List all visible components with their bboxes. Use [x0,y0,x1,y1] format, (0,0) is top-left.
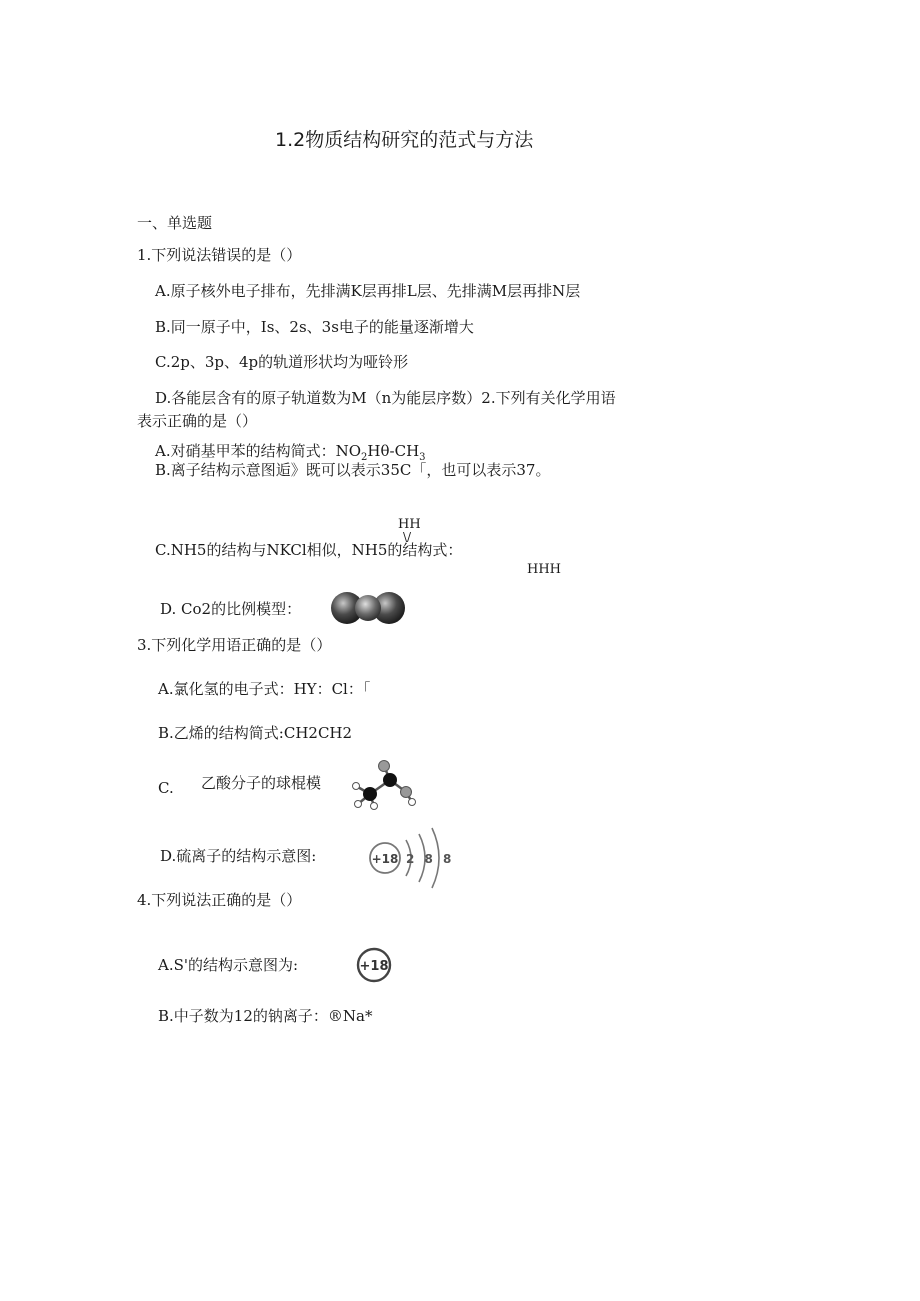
nh5-struct-bonds: \/ [403,530,412,544]
oxygen-atom-2 [401,787,412,798]
q1-option-d [155,389,616,407]
q2-option-c: C.NH5的结构与NKCl相似，NH5的结构式： [155,541,463,559]
q2-option-b: B.离子结构示意图逅》既可以表示35C「，也可以表示37。 [155,461,551,479]
q3-option-c-text: 乙酸分子的球棍模 [201,774,322,792]
q2-option-d: D. Co2的比例模型： [160,600,302,618]
q1-stem: 1.下列说法错误的是（） [137,246,302,264]
hydrogen-atom-4 [409,799,416,806]
co2-space-filling-model [330,590,406,626]
q1-option-c: C.2p、3p、4p的轨道形状均为哑铃形 [155,353,409,371]
sulfide-ion-structure-diagram [366,826,455,888]
carbon-ball [355,595,381,621]
q2-option-a-mid: Hθ-CH [367,442,420,460]
q2-option-a-sub2: 3 [419,452,426,463]
q3-option-d: D.硫离子的结构示意图: [160,847,317,865]
q4-option-b: B.中子数为12的钠离子：®Na* [158,1007,373,1025]
q3-stem: 3.下列化学用语正确的是（） [137,636,332,654]
q2-option-a-sub1: 2 [361,452,368,463]
nucleus-charge: +18 [371,852,399,866]
nh5-struct-top: HH [398,517,421,532]
q2-stem-part1: 2.下列有关化学用语 [481,389,616,407]
nh5-struct-bottom: HHH [527,562,562,577]
electron-counts: 2 8 8 [406,852,455,866]
q1-option-a: A.原子核外电子排布，先排满K层再排L层、先排满M层再排N层 [155,282,581,300]
q1-option-d-text: D.各能层含有的原子轨道数为M（n为能层序数） [155,389,482,407]
q1-option-b: B.同一原子中，Is、2s、3s电子的能量逐渐增大 [155,318,474,336]
hydrogen-atom-3 [353,783,360,790]
oxygen-atom-1 [379,761,390,772]
page-title: 1.2物质结构研究的范式与方法 [275,129,534,151]
carbon-atom-1 [363,787,377,801]
q3-option-a: A.氯化氢的电子式：HY：Cl：「 [158,680,371,698]
q2-stem-part2: 表示正确的是（） [137,412,258,430]
q2-option-a-prefix: A.对硝基甲苯的结构简式：NO [155,442,362,460]
section-heading: 一、单选题 [137,214,213,232]
q4-stem: 4.下列说法正确的是（） [137,891,302,909]
q3-option-c-label: C. [158,779,174,797]
nucleus-charge-q4: +18 [359,959,389,974]
acetic-acid-ball-stick-model [352,758,422,810]
hydrogen-atom-1 [355,801,362,808]
carbon-atom-2 [383,773,397,787]
s-ion-structure-diagram [355,946,393,984]
q3-option-b: B.乙烯的结构简式:CH2CH2 [158,724,353,742]
q4-option-a: A.S'的结构示意图为: [158,956,299,974]
hydrogen-atom-2 [371,803,378,810]
